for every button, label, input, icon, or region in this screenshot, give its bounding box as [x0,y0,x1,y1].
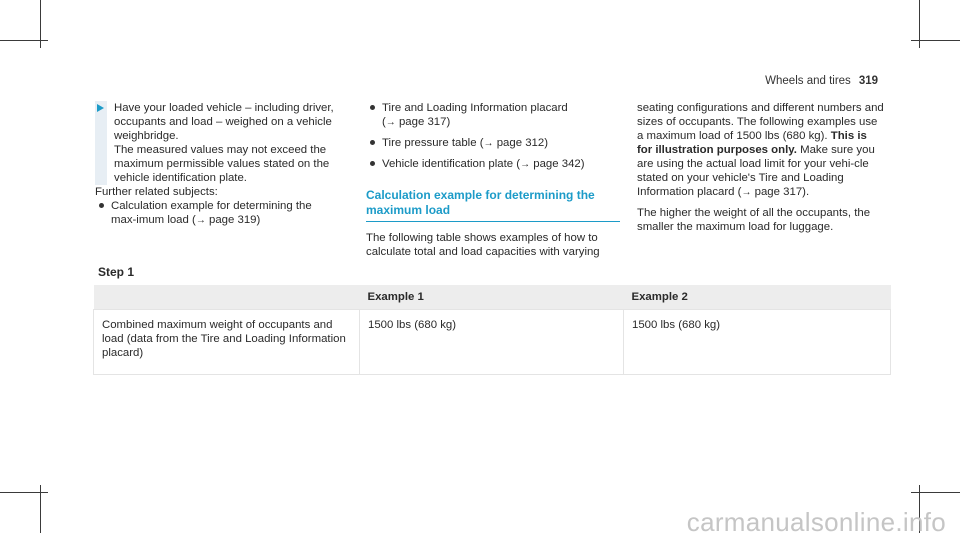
section-title: Calculation example for determining the maximum load [366,188,620,222]
column-1 [95,101,335,234]
reference-item[interactable]: Vehicle identification plate (→ page 342) [366,157,620,172]
table-header-cell [94,285,360,310]
crop-mark [911,40,960,41]
reference-arrow-icon: → [195,215,206,226]
related-label: Further related subjects: [95,186,218,198]
bullet-icon [99,203,104,208]
header-section: Wheels and tires [765,75,851,87]
crop-mark [0,492,48,493]
instruction-block [95,101,335,185]
column-3 [637,101,885,234]
reference-item[interactable]: Tire and Loading Information placard (→ page 317) [366,101,620,130]
page-reference[interactable]: page 342 [533,158,581,170]
reference-arrow-icon: → [520,159,531,170]
instruction-bar [95,101,107,185]
page-reference[interactable]: page 317). [754,186,810,198]
table-cell: Combined maximum weight of occupants and load (data from the Tire and Loading Information placard) [94,310,360,375]
reference-item-text: Tire and Loading Information placard [382,102,568,114]
related-item-text: Calculation example for determining the max-imum load [111,200,312,226]
step-label: Step 1 [98,265,135,279]
crop-mark [0,40,48,41]
result-text: The measured values may not exceed the maximum permissible values stated on the vehicle identification plate. [114,144,330,184]
action-arrow-icon [97,104,104,112]
related-item[interactable]: Calculation example for determining the max-imum load (→ page 319) [95,199,335,228]
page-reference[interactable]: page 317 [398,116,447,128]
table-cell: 1500 lbs (680 kg) [624,310,891,375]
reference-item-text: Tire pressure table [382,137,477,149]
reference-item[interactable]: Tire pressure table (→ page 312) [366,136,620,151]
page-number: 319 [858,75,878,87]
page-reference[interactable]: page 319 [209,214,257,226]
bullet-icon [370,161,375,166]
page-reference[interactable]: page 312 [496,137,545,149]
paragraph-1-text: seating configurations and different numbers and sizes of occupants. The following examples use a maximum load of 1500 lbs (680 kg). [637,102,884,142]
paragraph-1 [637,101,885,200]
reference-arrow-icon: → [741,187,752,198]
bullet-icon [370,140,375,145]
reference-arrow-icon: → [385,117,396,128]
paragraph-1-continued: Make sure you are using the actual load limit for your vehi-cle stated on your vehicle's Tire and Loading Information placard ( [637,144,875,198]
crop-mark [911,492,960,493]
emphasis-text: This is for illustration purposes only. [637,130,867,156]
reference-item-text: Vehicle identification plate [382,158,514,170]
watermark: carmanualsonline.info [686,507,946,537]
section-intro: The following table shows examples of how to calculate total and load capacities with varying [366,232,600,258]
bullet-icon [370,105,375,110]
table-header-row [94,285,891,310]
reference-arrow-icon: → [483,138,494,149]
table-header-cell: Example 1 [360,285,624,310]
table-header-cell: Example 2 [624,285,891,310]
reference-list [366,101,620,172]
related-list [95,199,335,228]
paragraph-2: The higher the weight of all the occupants, the smaller the maximum load for luggage. [637,207,871,233]
table-row [94,310,891,375]
table-cell: 1500 lbs (680 kg) [360,310,624,375]
column-2 [366,101,620,259]
running-header [765,74,878,88]
action-text: Have your loaded vehicle – including driver, occupants and load – weighed on a vehicle weighbridge. [114,102,334,142]
example-table [93,285,891,375]
